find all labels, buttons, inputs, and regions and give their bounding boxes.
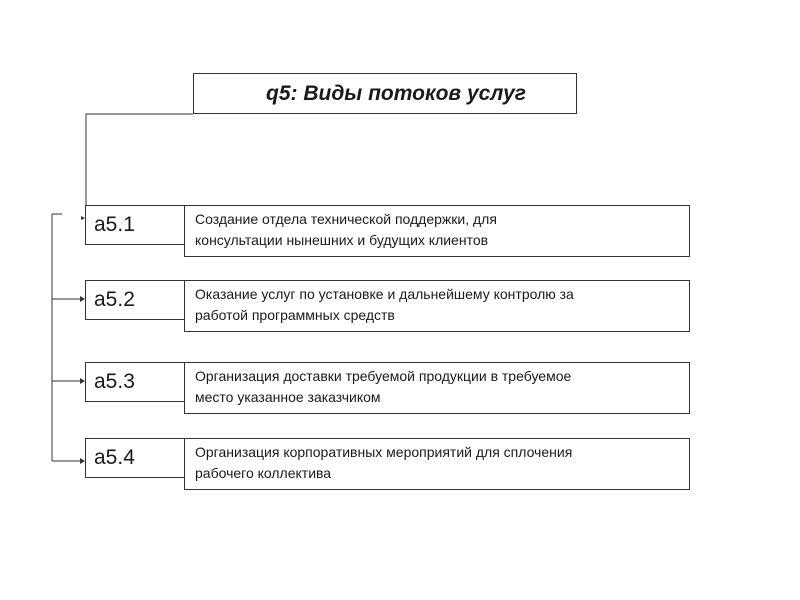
item-description-line: Создание отдела технической поддержки, для [195, 211, 497, 227]
item-code-box-a5-1 [85, 205, 185, 245]
item-description-line: место указанное заказчиком [195, 389, 381, 405]
item-description-line: консультации нынешних и будущих клиентов [195, 232, 489, 248]
item-code: a5.3 [94, 370, 135, 393]
item-description-box-a5-3 [184, 362, 690, 414]
item-description-line: Организация корпоративных мероприятий для сплочения [195, 444, 573, 460]
item-description-line: Организация доставки требуемой продукции в требуемое [195, 368, 572, 384]
diagram-title-box [193, 73, 577, 114]
diagram-title: q5: Виды потоков услуг [266, 81, 526, 105]
item-description-box-a5-4 [184, 438, 690, 490]
item-description-line: Оказание услуг по установке и дальнейшему контролю за [195, 286, 574, 302]
item-code: a5.1 [94, 213, 135, 236]
item-description-line: рабочего коллектива [195, 465, 332, 481]
item-description-box-a5-2 [184, 280, 690, 332]
title-connector-line [86, 114, 193, 205]
item-code: a5.2 [94, 288, 135, 311]
item-code-box-a5-2 [85, 280, 185, 320]
item-description-line: работой программных средств [195, 307, 395, 323]
item-code: a5.4 [94, 446, 135, 469]
item-description-box-a5-1 [184, 205, 690, 257]
item-code-box-a5-4 [85, 438, 185, 478]
item-code-box-a5-3 [85, 362, 185, 402]
